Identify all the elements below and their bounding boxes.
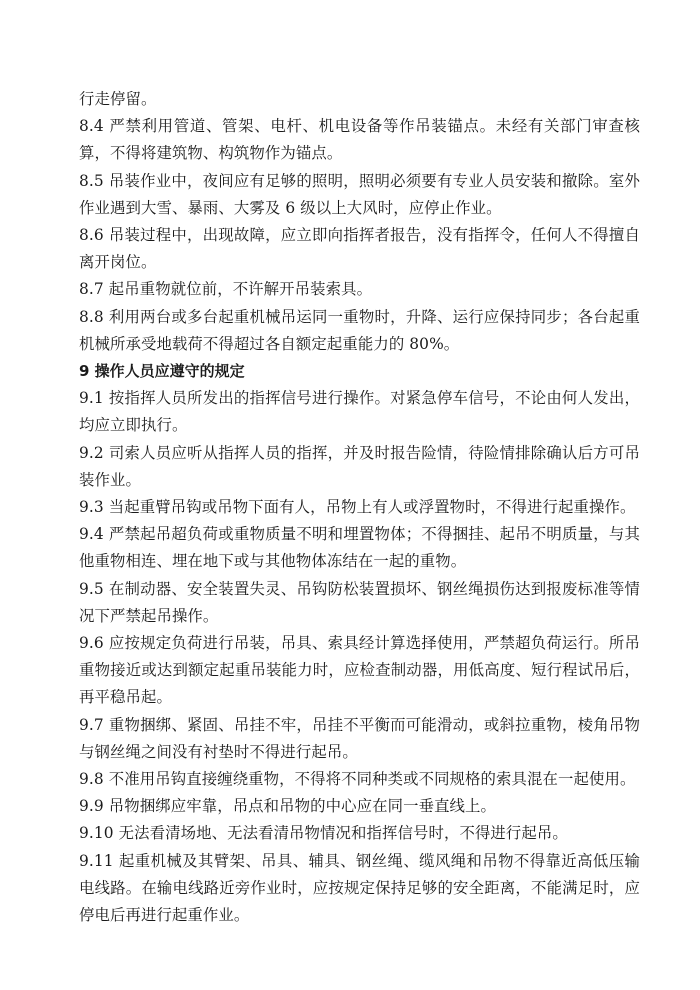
- paragraph-9-4: 9.4 严禁起吊超负荷或重物质量不明和埋置物体；不得捆挂、起吊不明质量，与其他重物相连、埋在地下或与其他物体冻结在一起的重物。: [79, 525, 640, 571]
- paragraph-9-5: 9.5 在制动器、安全装置失灵、吊钩防松装置损坏、钢丝绳损伤达到报废标准等情况下严禁起吊操作。: [79, 579, 640, 625]
- paragraph-8-5: 8.5 吊装作业中，夜间应有足够的照明，照明必须要有专业人员安装和撤除。室外作业遇到大雪、暴雨、大雾及 6 级以上大风时，应停止作业。: [79, 171, 640, 217]
- paragraph-9-9: 9.9 吊物捆绑应牢靠，吊点和吊物的中心应在同一垂直线上。: [79, 797, 497, 816]
- paragraph-8-8: 8.8 利用两台或多台起重机械吊运同一重物时，升降、运行应保持同步；各台起重机械所承受地载荷不得超过各自额定起重能力的 80%。: [79, 307, 640, 353]
- paragraph-9-3: 9.3 当起重臂吊钩或吊物下面有人，吊物上有人或浮置物时，不得进行起重操作。: [79, 498, 636, 517]
- paragraph-9-2: 9.2 司索人员应听从指挥人员的指挥，并及时报告险情，待险情排除确认后方可吊装作业。: [79, 443, 640, 489]
- section-9-heading: 9 操作人员应遵守的规定: [79, 362, 245, 381]
- paragraph-9-11: 9.11 起重机械及其臂架、吊具、辅具、钢丝绳、缆风绳和吊物不得靠近高低压输电线路。在输电线路近旁作业时，应按规定保持足够的安全距离，不能满足时，应停电后再进行起重作业。: [79, 851, 640, 925]
- paragraph-8-6: 8.6 吊装过程中，出现故障，应立即向指挥者报告，没有指挥令，任何人不得擅自离开岗位。: [79, 226, 640, 272]
- paragraph-9-1: 9.1 按指挥人员所发出的指挥信号进行操作。对紧急停车信号，不论由何人发出，均应立即执行。: [79, 389, 640, 435]
- paragraph-9-10: 9.10 无法看清场地、无法看清吊物情况和指挥信号时，不得进行起吊。: [79, 824, 568, 843]
- paragraph-9-8: 9.8 不准用吊钩直接缠绕重物，不得将不同种类或不同规格的索具混在一起使用。: [79, 770, 636, 789]
- paragraph-9-7: 9.7 重物捆绑、紧固、吊挂不牢，吊挂不平衡而可能滑动，或斜拉重物，棱角吊物与钢丝绳之间没有衬垫时不得进行起吊。: [79, 715, 640, 761]
- paragraph-8-7: 8.7 起吊重物就位前，不许解开吊装索具。: [79, 280, 373, 299]
- paragraph-9-6: 9.6 应按规定负荷进行吊装，吊具、索具经计算选择使用，严禁超负荷运行。所吊重物接近或达到额定起重吊装能力时，应检查制动器，用低高度、短行程试吊后，再平稳吊起。: [79, 634, 640, 707]
- paragraph-8-3-continuation: 行走停留。: [79, 90, 157, 108]
- paragraph-8-4: 8.4 严禁利用管道、管架、电杆、机电设备等作吊装锚点。未经有关部门审查核算，不得将建筑物、构筑物作为锚点。: [79, 117, 640, 163]
